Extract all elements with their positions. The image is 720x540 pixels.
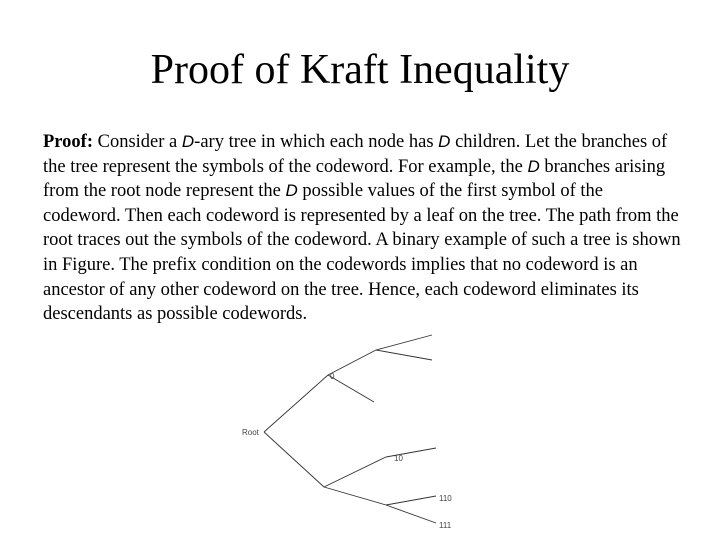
text-part: -ary tree in which each node has bbox=[194, 132, 439, 152]
variable-d: D bbox=[527, 156, 540, 176]
text-part: Consider a bbox=[93, 132, 182, 152]
tree-branch bbox=[376, 335, 432, 350]
tree-branch bbox=[386, 496, 436, 505]
text-part: possible values of the first symbol of the codeword. Then each codeword is represented by a leaf on the tree. The path from the root traces out the symbols of the codeword. A binary example of such a tree is shown in Figure. The prefix condition on the codewords implies that no codeword is an ancestor of any other codeword on the tree. Hence, each codeword eliminates its descendants as possible codewords. bbox=[43, 181, 681, 325]
node-label: 10 bbox=[394, 454, 403, 463]
variable-d: D bbox=[285, 181, 298, 201]
tree-branch bbox=[264, 432, 324, 487]
tree-branch bbox=[328, 375, 374, 402]
proof-paragraph bbox=[43, 130, 683, 327]
node-label: 111 bbox=[439, 521, 452, 530]
tree-branch bbox=[324, 457, 386, 487]
text-part: branches arising from the root node represent the bbox=[43, 156, 666, 202]
proof-lead: Proof: bbox=[43, 132, 93, 152]
tree-branch bbox=[264, 375, 328, 432]
node-label: 0 bbox=[330, 372, 335, 381]
variable-d: D bbox=[181, 132, 195, 151]
variable-d: D bbox=[438, 132, 451, 151]
code-tree-figure bbox=[236, 330, 466, 535]
root-label: Root bbox=[242, 428, 259, 437]
tree-branch bbox=[376, 350, 432, 360]
text-part: children. Let the branches of the tree represent the symbols of the codeword. For example, the bbox=[43, 132, 668, 177]
tree-branch bbox=[386, 505, 436, 523]
slide-title: Proof of Kraft Inequality bbox=[150, 47, 570, 93]
node-label: 110 bbox=[439, 494, 452, 503]
tree-branch bbox=[324, 487, 386, 505]
tree-branch bbox=[328, 350, 376, 375]
